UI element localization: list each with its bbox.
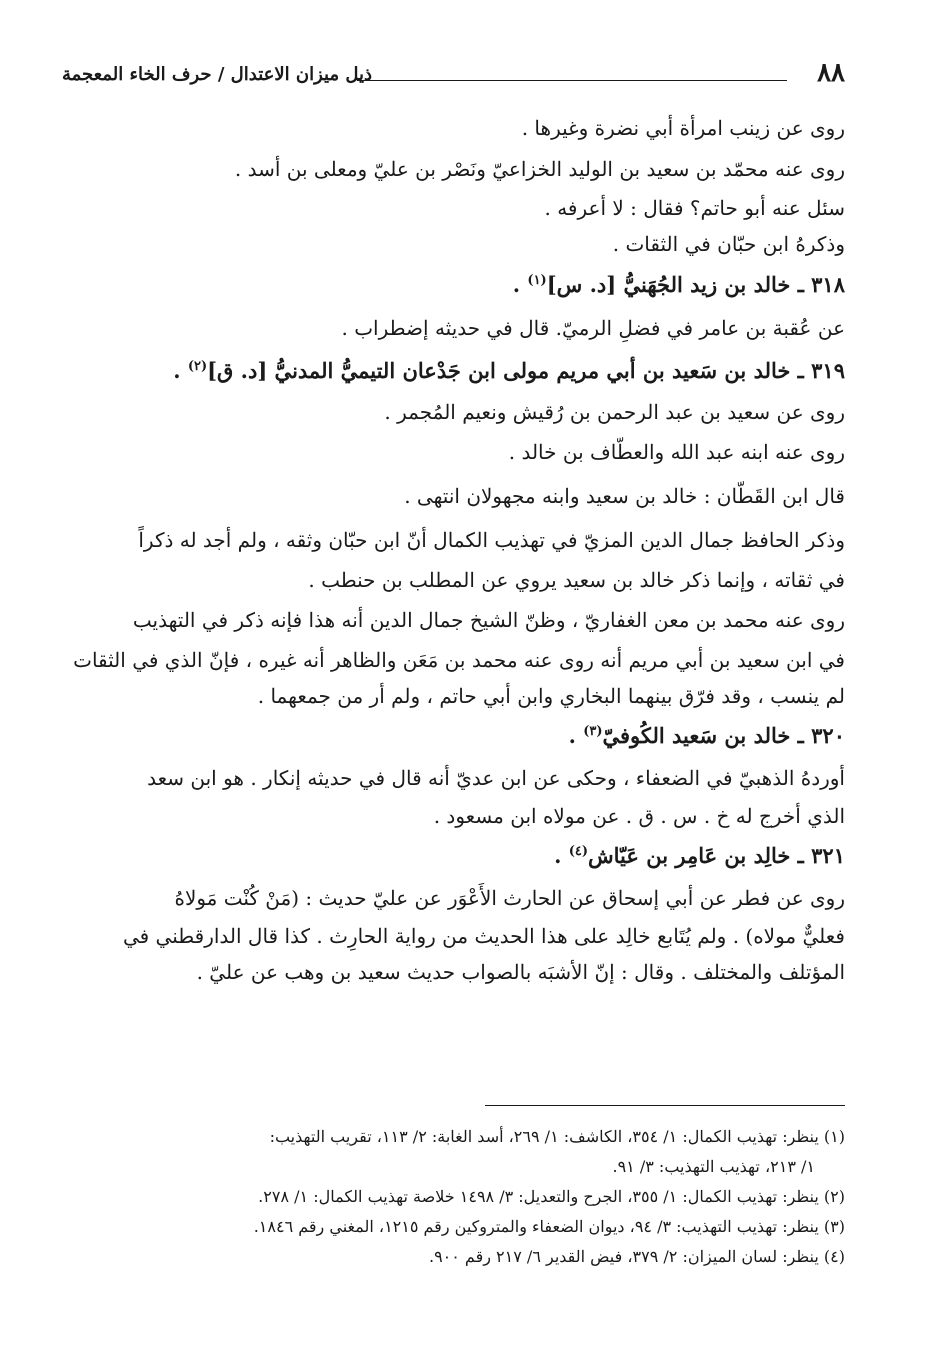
- heading-period: .: [173, 358, 188, 383]
- footnote-1: (١) ينظر: تهذيب الكمال: ١/ ٣٥٤، الكاشف: ١/ ٢٦٩، أسد الغابة: ٢/ ١١٣، تقريب التهذيب:: [269, 1127, 845, 1146]
- footnote-2: (٢) ينظر: تهذيب الكمال: ١/ ٣٥٥، الجرح والتعديل: ٣/ ١٤٩٨ خلاصة تهذيب الكمال: ١/ ٢٧٨.: [258, 1187, 845, 1206]
- text-line: روى عن زينب امرأة أبي نضرة وغيرها .: [521, 116, 845, 140]
- text-line: الذي أخرج له خ . س . ق . عن مولاه ابن مسعود .: [433, 804, 845, 828]
- footnote-4: (٤) ينظر: لسان الميزان: ٢/ ٣٧٩، فيض القدير ٦/ ٢١٧ رقم ٩٠٠.: [428, 1247, 845, 1266]
- text-line: لم ينسب ، وقد فرّق بينهما البخاري وابن أبي حاتم ، ولم أر من جمعهما .: [257, 684, 845, 708]
- text-line: أوردهُ الذهبيّ في الضعفاء ، وحكى عن ابن عديّ أنه قال في حديثه إنكار . هو ابن سعد: [147, 766, 845, 790]
- body-text: [66, 108, 845, 990]
- text-line: وذكر الحافظ جمال الدين المزيّ في تهذيب الكمال أنّ ابن حبّان وثقه ، ولم أجد له ذكراً: [138, 528, 845, 552]
- entry-heading-text: ٣١٩ ـ خالد بن سَعيد بن أبي مريم مولى ابن جَدْعان التيميُّ المدنيُّ [د. ق]: [207, 358, 845, 383]
- text-line: سئل عنه أبو حاتم؟ فقال : لا أعرفه .: [544, 196, 845, 220]
- text-line: روى عن فطر عن أبي إسحاق عن الحارث الأَعْوَر عن عليّ حديث : (مَنْ كُنْت مَولاهُ: [174, 886, 845, 910]
- page-number: ٨٨: [817, 58, 845, 88]
- running-title: ذيل ميزان الاعتدال / حرف الخاء المعجمة: [62, 64, 373, 85]
- entry-heading-321: [66, 834, 845, 878]
- text-line: روى عنه محمد بن معن الغفاريّ ، وظنّ الشيخ جمال الدين أنه هذا فإنه ذكر في التهذيب: [132, 608, 845, 632]
- entry-heading-319: [66, 348, 845, 394]
- entry-heading-320: [66, 714, 845, 758]
- heading-period: .: [554, 843, 569, 868]
- text-line: فعليٌّ مولاه) . ولم يُتَابع خالِد على هذا الحديث من رواية الحارِث . كذا قال الدارقطني في: [122, 924, 845, 948]
- footnote-ref[interactable]: (٣): [583, 724, 603, 739]
- footnotes: [66, 1122, 845, 1272]
- text-line: في ابن سعيد بن أبي مريم أنه روى عنه محمد بن مَعَن والظاهر أنه غيره ، فإنّ الذي في الثقات: [73, 648, 845, 672]
- running-header: [62, 58, 845, 92]
- footnote-ref[interactable]: (٤): [568, 844, 588, 859]
- entry-heading-318: [66, 262, 845, 308]
- text-line: عن عُقبة بن عامر في فضلِ الرميّ. قال في حديثه إضطراب .: [341, 316, 845, 340]
- footnote-ref[interactable]: (١): [527, 273, 547, 288]
- header-rule: [357, 80, 787, 81]
- heading-period: .: [568, 723, 584, 748]
- heading-period: .: [512, 272, 528, 297]
- text-line: وذكرهُ ابن حبّان في الثقات .: [612, 232, 845, 256]
- text-line: قال ابن القَطّان : خالد بن سعيد وابنه مجهولان انتهى .: [404, 484, 845, 508]
- text-line: روى عنه محمّد بن سعيد بن الوليد الخزاعيّ ونَصْر بن عليّ ومعلى بن أسد .: [234, 157, 845, 181]
- footnote-1-continued: ١/ ٢١٣، تهذيب التهذيب: ٣/ ٩١.: [612, 1157, 815, 1176]
- entry-heading-text: ٣٢١ ـ خالِد بن عَامِر بن عَيّاش: [588, 843, 845, 868]
- text-line: روى عن سعيد بن عبد الرحمن بن رُقيش ونعيم المُجمر .: [384, 400, 845, 424]
- footnote-separator: [485, 1105, 845, 1106]
- footnote-3: (٣) ينظر: تهذيب التهذيب: ٣/ ٩٤، ديوان الضعفاء والمتروكين رقم ١٢١٥، المغني رقم ١٨٤٦.: [253, 1217, 845, 1236]
- footnote-ref[interactable]: (٢): [187, 359, 208, 374]
- entry-heading-text: ٣١٨ ـ خالد بن زيد الجُهَنيُّ [د. س]: [546, 272, 845, 297]
- text-line: في ثقاته ، وإنما ذكر خالد بن سعيد يروي عن المطلب بن حنطب .: [308, 568, 845, 592]
- entry-heading-text: ٣٢٠ ـ خالد بن سَعيد الكُوفيّ: [602, 723, 845, 748]
- text-line: المؤتلف والمختلف . وقال : إنّ الأشبَه بالصواب حديث سعيد بن وهب عن عليّ .: [196, 960, 845, 984]
- text-line: روى عنه ابنه عبد الله والعطّاف بن خالد .: [508, 440, 845, 464]
